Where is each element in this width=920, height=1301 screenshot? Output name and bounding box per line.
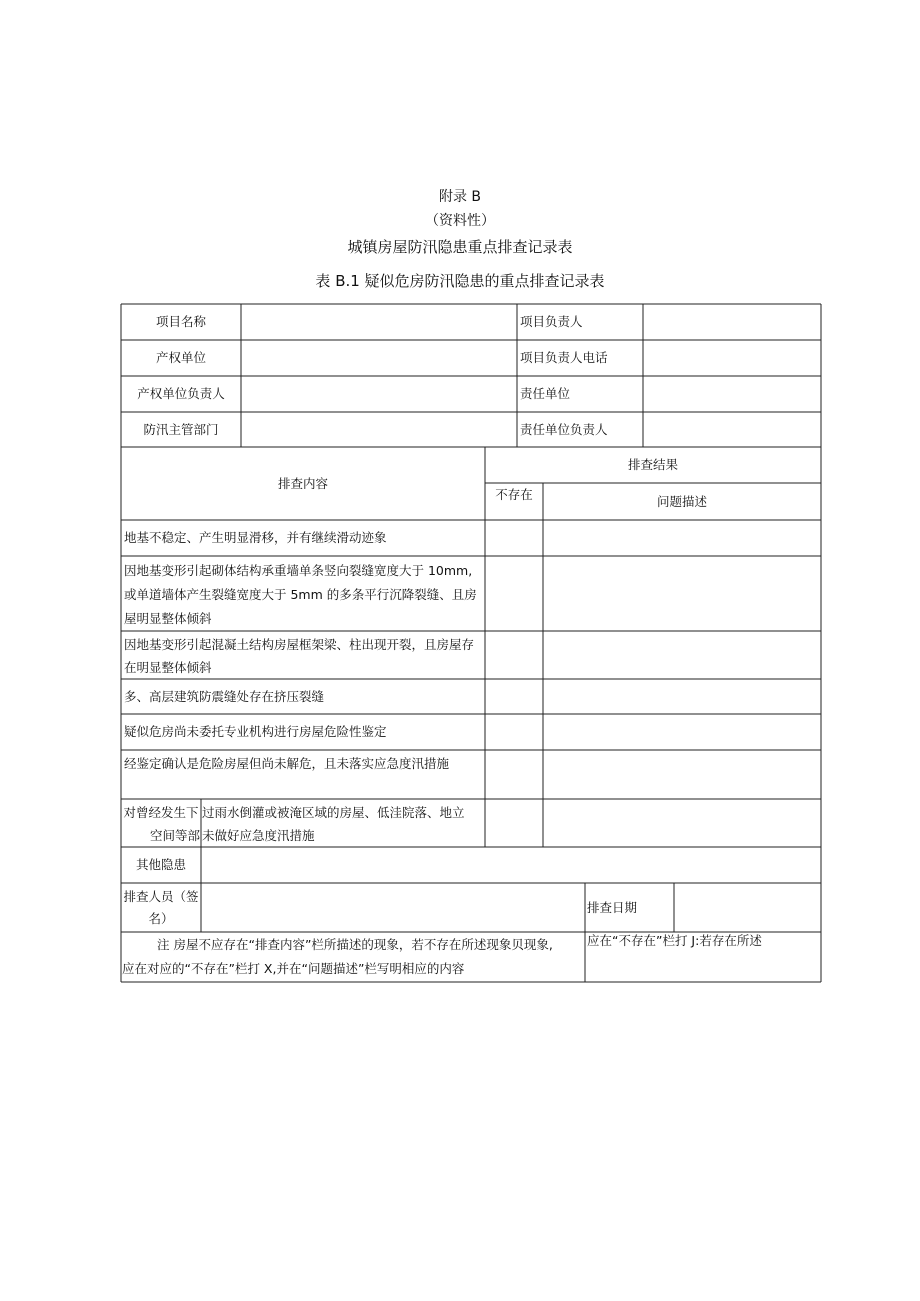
project-name-label: 项目名称 <box>155 314 206 329</box>
check-item-2-line-3: 屋明显整体倾斜 <box>124 611 212 626</box>
problem-desc-cell-6[interactable] <box>543 750 821 799</box>
appendix-label: 附录 B <box>438 189 482 205</box>
problem-desc-header: 问题描述 <box>656 493 707 509</box>
other-hazards-field[interactable] <box>201 847 821 883</box>
not-exist-cell-5[interactable] <box>485 714 543 750</box>
responsible-unit-label: 责任单位 <box>520 386 571 401</box>
note-line-2: 应在对应的“不存在”栏打 X,并在“问题描述”栏写明相应的内容 <box>122 961 465 976</box>
project-lead-label: 项目负责人 <box>520 314 583 329</box>
check-item-1: 地基不稳定、产生明显滑移，并有继续滑动迹象 <box>124 530 387 545</box>
problem-desc-cell-2[interactable] <box>543 556 821 631</box>
responsible-unit-lead-field[interactable] <box>643 412 821 447</box>
project-lead-phone-field[interactable] <box>643 340 821 376</box>
check-item-5: 疑似危房尚未委托专业机构进行房屋危险性鉴定 <box>124 724 387 739</box>
responsible-unit-field[interactable] <box>643 376 821 412</box>
not-exist-cell-7[interactable] <box>485 799 543 847</box>
project-lead-field[interactable] <box>643 304 821 340</box>
check-item-2-line-2: 或单道墙体产生裂缝宽度大于 5mm 的多条平行沉降裂缝、且房 <box>124 587 477 602</box>
not-exist-cell-1[interactable] <box>485 520 543 556</box>
special-label-line-1: 对曾经发生下 <box>123 804 199 820</box>
inspection-date-label: 排查日期 <box>587 899 638 915</box>
project-name-field[interactable] <box>241 304 517 340</box>
responsible-unit-lead-label: 责任单位负责人 <box>520 421 608 437</box>
owner-unit-label: 产权单位 <box>155 350 206 365</box>
check-item-3-line-1: 因地基变形引起混凝土结构房屋框架梁、柱出现开裂，且房屋存 <box>124 636 475 652</box>
check-item-4: 多、高层建筑防震缝处存在挤压裂缝 <box>124 688 325 704</box>
table-title: 表 B.1 疑似危房防汛隐患的重点排查记录表 <box>315 272 605 290</box>
other-hazards-label: 其他隐患 <box>135 857 186 872</box>
flood-dept-label: 防汛主管部门 <box>143 421 219 437</box>
problem-desc-cell-3[interactable] <box>543 631 821 679</box>
check-item-6: 经鉴定确认是危险房屋但尚未解危，且未落实应急度汛措施 <box>124 756 450 771</box>
owner-unit-lead-label: 产权单位负责人 <box>137 386 225 401</box>
project-lead-phone-label: 项目负责人电话 <box>520 350 608 365</box>
not-exist-cell-6[interactable] <box>485 750 543 799</box>
not-exist-cell-2[interactable] <box>485 556 543 631</box>
check-content-header: 排查内容 <box>277 475 328 491</box>
inspector-label-line-2: 名） <box>148 911 174 926</box>
owner-unit-field[interactable] <box>241 340 517 376</box>
appendix-nature: （资料性） <box>425 213 495 229</box>
check-item-2-line-1: 因地基变形引起砌体结构承重墙单条竖向裂缝宽度大于 10mm, <box>124 563 473 578</box>
not-exist-cell-3[interactable] <box>485 631 543 679</box>
problem-desc-cell-1[interactable] <box>543 520 821 556</box>
owner-unit-lead-field[interactable] <box>241 376 517 412</box>
problem-desc-cell-7[interactable] <box>543 799 821 847</box>
check-item-3-line-2: 在明显整体倾斜 <box>124 659 212 675</box>
special-text-line-1: 过雨水倒灌或被淹区域的房屋、低洼院落、地立 <box>202 804 465 820</box>
problem-desc-cell-5[interactable] <box>543 714 821 750</box>
special-text-line-2: 未做好应急度汛措施 <box>202 827 315 843</box>
inspector-signature-field[interactable] <box>201 883 585 932</box>
inspector-label-line-1: 排查人员（签 <box>123 889 199 904</box>
not-exist-header: 不存在 <box>495 487 533 502</box>
check-result-header: 排查结果 <box>627 457 678 472</box>
not-exist-cell-4[interactable] <box>485 679 543 714</box>
inspection-date-field[interactable] <box>674 883 821 932</box>
special-label-line-2: 空间等部 <box>149 827 200 843</box>
problem-desc-cell-4[interactable] <box>543 679 821 714</box>
document-title: 城镇房屋防汛隐患重点排查记录表 <box>347 238 573 256</box>
note-line-1: 注 房屋不应存在“排查内容”栏所描述的现象，若不存在所述现象贝现象, <box>157 937 553 952</box>
flood-dept-field[interactable] <box>241 412 517 447</box>
note-right: 应在“不存在”栏打 J:若存在所述 <box>587 933 762 948</box>
